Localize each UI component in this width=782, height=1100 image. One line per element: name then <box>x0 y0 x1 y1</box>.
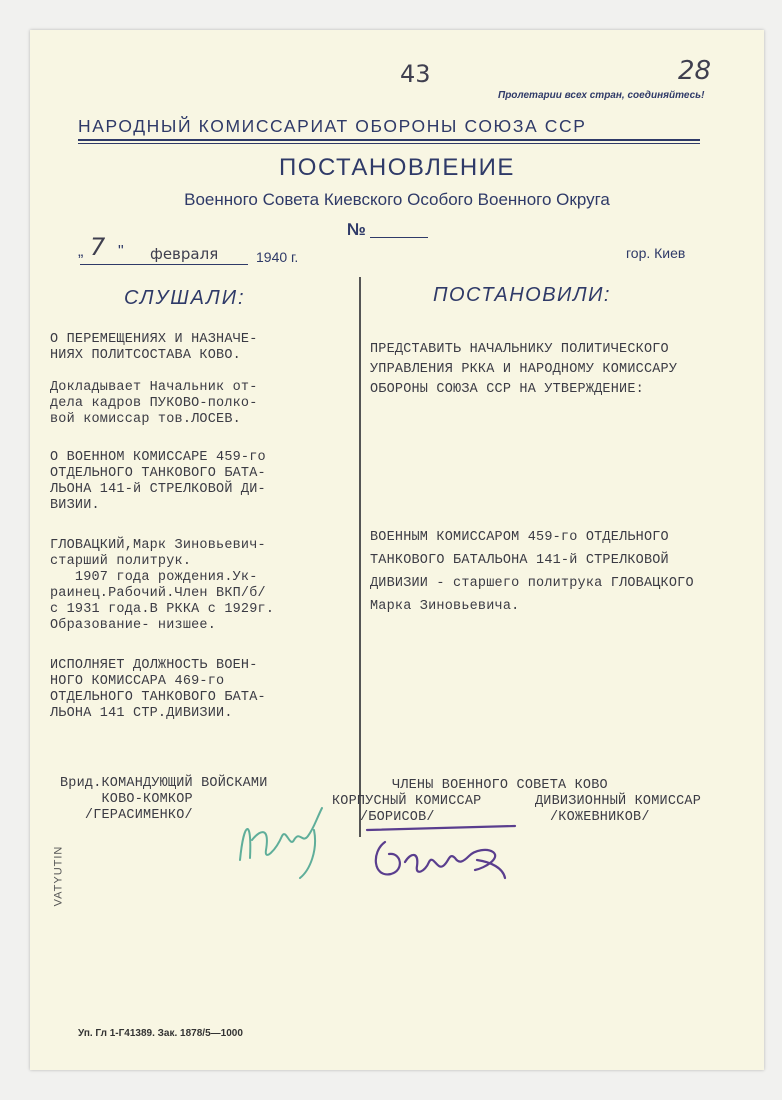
header-rule-1 <box>78 139 700 141</box>
document-subtitle: Военного Совета Киевского Особого Военного Округа <box>184 190 610 209</box>
date-quote-open: „ <box>78 243 84 260</box>
right-item-1: ПРЕДСТАВИТЬ НАЧАЛЬНИКУ ПОЛИТИЧЕСКОГО УПРАВЛЕНИЯ РККА И НАРОДНОМУ КОМИССАРУ ОБОРОНЫ СОЮЗА ССР НА УТВЕРЖДЕНИЕ: <box>370 342 678 397</box>
header-rule-2 <box>78 143 700 144</box>
heading-slushali: СЛУШАЛИ: <box>124 287 246 309</box>
archive-number-right: 28 <box>678 56 712 86</box>
signature-purple-scrawl <box>365 822 525 892</box>
side-stamp: VATYUTIN <box>52 845 65 907</box>
number-label: № <box>347 220 366 239</box>
date-month: февраля <box>150 245 219 263</box>
date-day: 7 <box>90 233 106 261</box>
left-item-2: Докладывает Начальник от- дела кадров ПУКОВО-полко- вой комиссар тов.ЛОСЕВ. <box>50 380 258 427</box>
right-item-2: ВОЕННЫМ КОМИССАРОМ 459-го ОТДЕЛЬНОГО ТАНКОВОГО БАТАЛЬОНА 141-й СТРЕЛКОВОЙ ДИВИЗИИ - старшего политрука ГЛОВАЦКОГО Марка Зиновьевича. <box>370 530 694 614</box>
signature-corps-commissar: КОРПУСНЫЙ КОМИССАР <box>332 794 482 809</box>
left-item-3: О ВОЕННОМ КОМИССАРЕ 459-го ОТДЕЛЬНОГО ТАНКОВОГО БАТА- ЛЬОНА 141-й СТРЕЛКОВОЙ ДИ- ВИЗИИ. <box>50 450 266 513</box>
document-title: ПОСТАНОВЛЕНИЕ <box>279 154 515 181</box>
number-blank <box>370 237 428 238</box>
signature-council-line: ЧЛЕНЫ ВОЕННОГО СОВЕТА КОВО <box>392 778 608 793</box>
heading-postanovili: ПОСТАНОВИЛИ: <box>433 284 611 306</box>
city: гор. Киев <box>626 245 686 261</box>
left-item-4: ГЛОВАЦКИЙ,Марк Зиновьевич- старший политрук. 1907 года рождения.Ук- раинец.Рабочий.Член ВКП/б/ с 1931 года.В РККА с 1929г. Образование- низшее. <box>50 538 275 633</box>
left-item-1: О ПЕРЕМЕЩЕНИЯХ И НАЗНАЧЕ- НИЯХ ПОЛИТСОСТАВА КОВО. <box>50 332 258 363</box>
date-quote-close: " <box>118 243 124 260</box>
signature-corps-name: /БОРИСОВ/ <box>360 810 435 825</box>
signature-div-commissar: ДИВИЗИОННЫЙ КОМИССАР <box>535 794 702 809</box>
commissariat-heading: НАРОДНЫЙ КОМИССАРИАТ ОБОРОНЫ СОЮЗА ССР <box>78 116 587 136</box>
signature-green-scrawl <box>230 800 330 880</box>
document-sheet <box>30 30 764 1070</box>
print-info: Уп. Гл 1-Г41389. Зак. 1878/5—1000 <box>78 1028 243 1039</box>
date-underline <box>80 264 248 265</box>
archive-number-left: 43 <box>400 60 431 88</box>
motto: Пролетарии всех стран, соединяйтесь! <box>498 90 705 101</box>
signature-div-name: /КОЖЕВНИКОВ/ <box>550 810 650 825</box>
date-year: 1940 г. <box>256 249 299 265</box>
column-divider <box>359 277 361 837</box>
signature-commander: Врид.КОМАНДУЮЩИЙ ВОЙСКАМИ КОВО-КОМКОР /ГЕРАСИМЕНКО/ <box>60 776 268 823</box>
left-item-5: ИСПОЛНЯЕТ ДОЛЖНОСТЬ ВОЕН- НОГО КОМИССАРА 469-го ОТДЕЛЬНОГО ТАНКОВОГО БАТА- ЛЬОНА 141 СТР.ДИВИЗИИ. <box>50 658 266 721</box>
